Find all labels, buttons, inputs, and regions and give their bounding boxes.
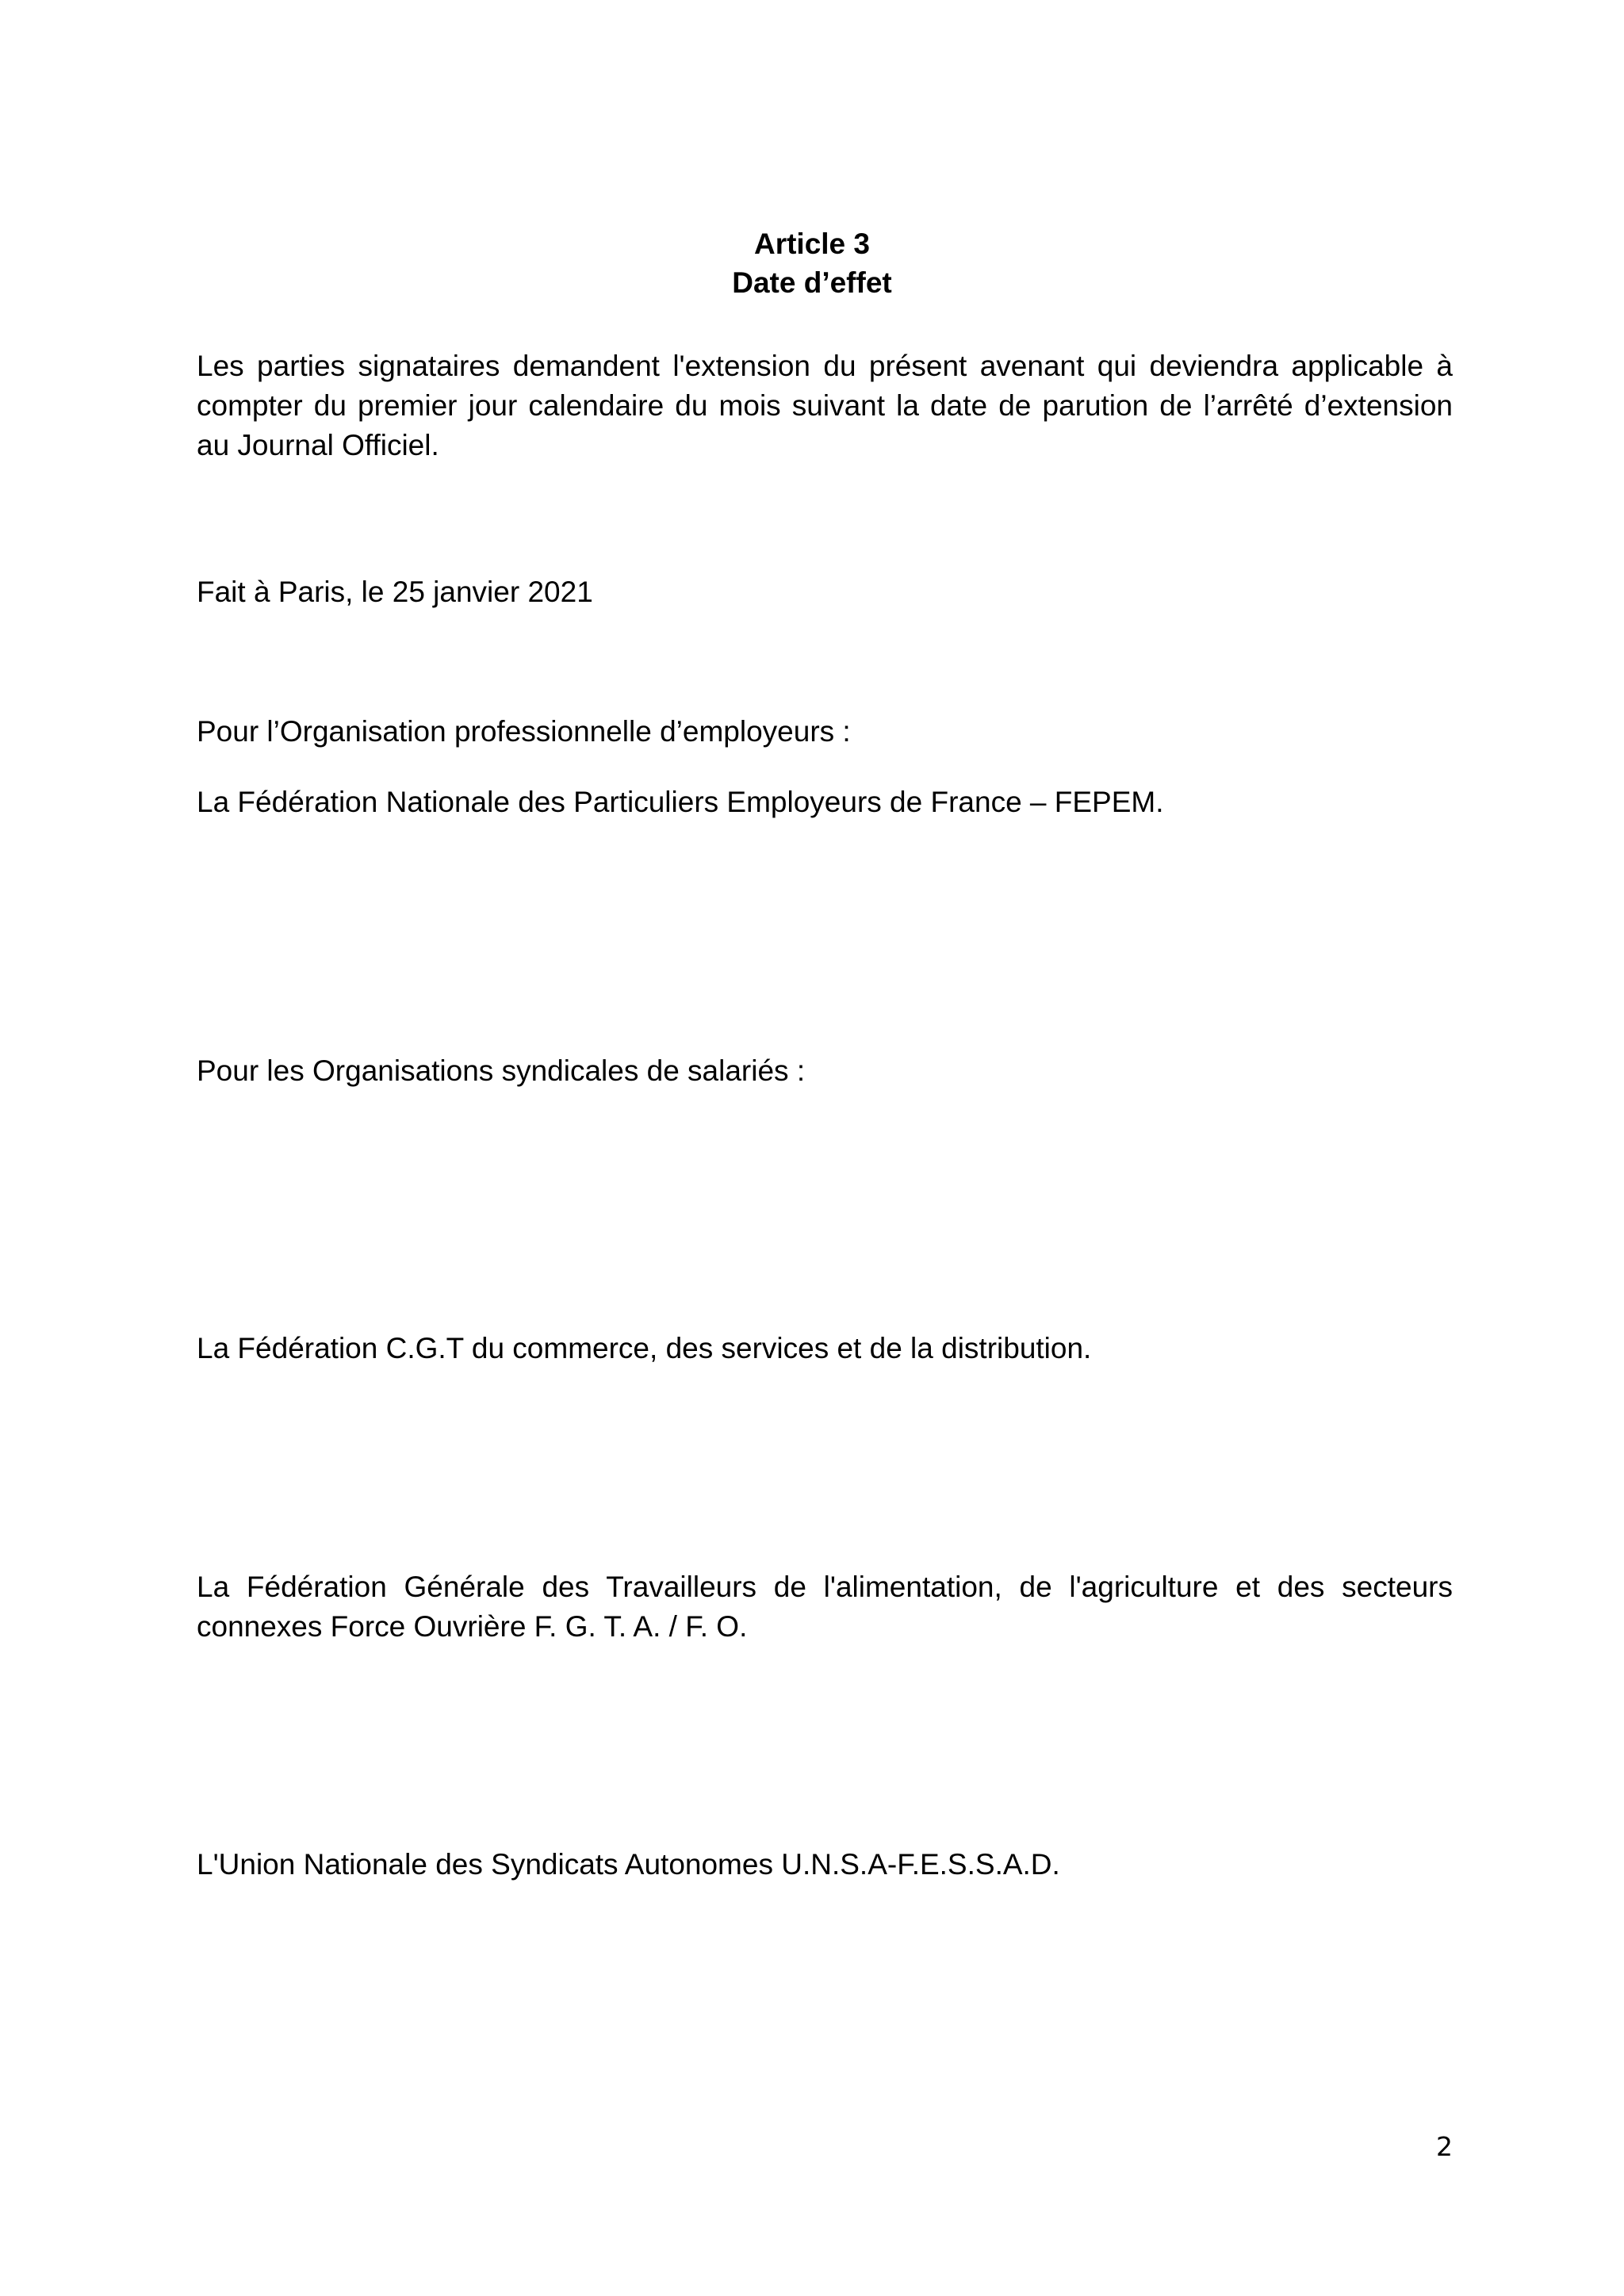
- effective-date-paragraph: [197, 346, 1453, 465]
- paragraph-line: au Journal Officiel.: [197, 429, 439, 461]
- place-and-date: Fait à Paris, le 25 janvier 2021: [197, 576, 593, 608]
- paragraph-line: compter du premier jour calendaire du mois suivant la date de parution de l’arrêté d’extension: [197, 389, 1453, 422]
- union-unsa: L'Union Nationale des Syndicats Autonomes U.N.S.A-F.E.S.S.A.D.: [197, 1848, 1060, 1881]
- paragraph-line: Les parties signataires demandent l'extension du présent avenant qui deviendra applicable à: [197, 350, 1453, 382]
- paragraph-line: connexes Force Ouvrière F. G. T. A. / F. O.: [197, 1610, 748, 1643]
- article-number: Article 3: [753, 228, 870, 260]
- union-fgta-fo: [197, 1567, 1453, 1647]
- employer-organization: La Fédération Nationale des Particuliers Employeurs de France – FEPEM.: [197, 786, 1164, 818]
- paragraph-line: La Fédération Générale des Travailleurs de l'alimentation, de l'agriculture et des secteurs: [197, 1571, 1453, 1603]
- article-title: Date d’effet: [732, 266, 892, 299]
- employer-heading: Pour l’Organisation professionnelle d’employeurs :: [197, 715, 851, 748]
- union-cgt: La Fédération C.G.T du commerce, des services et de la distribution.: [197, 1332, 1092, 1364]
- page-number: 2: [1436, 2131, 1453, 2162]
- unions-heading: Pour les Organisations syndicales de salariés :: [197, 1054, 806, 1087]
